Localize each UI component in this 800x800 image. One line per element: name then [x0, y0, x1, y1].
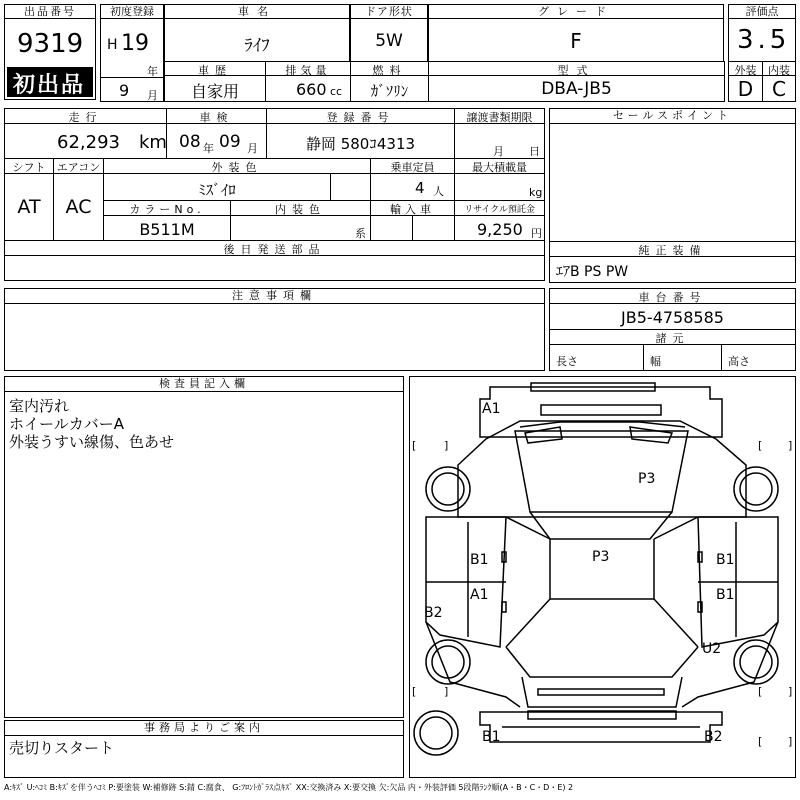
reg-month: 9 — [119, 81, 130, 100]
mark-roof-p3: P3 — [592, 549, 610, 565]
transfer-cell — [454, 123, 545, 159]
capacity: 4 — [415, 179, 425, 197]
genuine-equipment: ｴｱB PS PW — [556, 264, 629, 280]
width-cell — [643, 344, 722, 371]
color-no-label: カラーNo. — [103, 200, 231, 216]
plate-cell — [266, 123, 455, 159]
inspector-box — [4, 376, 404, 718]
displacement: 660 — [296, 80, 327, 99]
exterior-score-cell — [728, 75, 763, 102]
year-unit: 年 — [147, 65, 158, 78]
import-cell-b — [412, 215, 455, 241]
grade-label: グレード — [428, 4, 724, 19]
score: 3.5 — [737, 25, 791, 55]
interior-score-cell — [762, 75, 796, 102]
shift-cell — [4, 173, 54, 241]
max-load-unit: kg — [529, 186, 543, 199]
interior-label: 内装 — [762, 61, 796, 76]
mark-left-a1: A1 — [470, 587, 489, 603]
office-box — [4, 720, 404, 778]
lot-number-label: 出品番号 — [4, 4, 96, 19]
displacement-cell — [265, 75, 351, 102]
mark-left-b1: B1 — [470, 552, 489, 568]
model-label: 型式 — [428, 61, 725, 76]
recycle-unit: 円 — [531, 227, 542, 240]
model-cell — [428, 75, 725, 102]
model: DBA-JB5 — [541, 79, 612, 99]
reg-year: 19 — [121, 31, 149, 56]
transfer-month-unit: 月 — [493, 145, 504, 158]
inspector-label: 検査員記入欄 — [4, 376, 404, 392]
capacity-label: 乗車定員 — [370, 158, 455, 174]
notes-box — [4, 288, 545, 371]
mileage-cell — [4, 123, 167, 159]
svg-text:]: ] — [444, 685, 449, 698]
ac-label: エアコン — [53, 158, 104, 174]
height-cell — [721, 344, 796, 371]
shift: AT — [17, 196, 41, 218]
inspection-month: 09 — [219, 132, 241, 152]
chassis-cell — [549, 303, 796, 330]
recycle: 9,250 — [477, 220, 523, 239]
mark-rear-b2: B2 — [704, 729, 723, 745]
fuel-cell — [350, 75, 429, 102]
plate-label: 登録番号 — [266, 108, 455, 124]
ext-color-extra — [330, 173, 371, 201]
max-load-cell — [454, 173, 545, 201]
mark-left-b2: B2 — [424, 605, 443, 621]
recycle-cell — [454, 215, 545, 241]
inspection-cell — [166, 123, 267, 159]
length-label: 長さ — [556, 355, 578, 368]
door-label: ドア形状 — [350, 4, 428, 19]
width-label: 幅 — [650, 355, 661, 368]
genuine-label: 純正装備 — [549, 241, 796, 257]
transfer-label: 譲渡書類期限 — [454, 108, 545, 124]
inspection-year: 08 — [179, 132, 201, 152]
sales-points-label: セールスポイント — [549, 108, 796, 124]
score-box — [728, 4, 796, 62]
svg-text:]: ] — [444, 439, 449, 452]
later-parts-cell — [4, 255, 545, 281]
mark-hood-p3: P3 — [638, 471, 656, 487]
fuel: ｶﾞｿﾘﾝ — [370, 82, 409, 100]
chassis-label: 車台番号 — [549, 288, 796, 304]
lot-number-box — [4, 4, 96, 100]
door-box — [350, 4, 428, 62]
recycle-label: リサイクル預託金 — [454, 200, 545, 216]
int-color-unit: 系 — [355, 227, 366, 240]
inspector-note-3: 外装うすい線傷、色あせ — [9, 433, 175, 451]
inspector-note-1: 室内汚れ — [9, 397, 70, 415]
history-label: 車歴 — [164, 61, 266, 76]
svg-text:[: [ — [412, 685, 417, 698]
inspector-note-2: ホイールカバーA — [9, 415, 124, 433]
displacement-unit: cc — [330, 85, 343, 98]
interior-score: C — [772, 77, 786, 101]
svg-text:]: ] — [788, 685, 793, 698]
car-name: ﾗｲﾌ — [244, 36, 270, 56]
car-diagram-box — [409, 376, 796, 778]
grade-box — [428, 4, 724, 62]
lot-number: 9319 — [17, 29, 84, 59]
svg-text:[: [ — [758, 685, 763, 698]
svg-text:[: [ — [758, 735, 763, 748]
score-label: 評価点 — [728, 4, 796, 19]
int-color-label: 内装色 — [230, 200, 371, 216]
max-load-label: 最大積載量 — [454, 158, 545, 174]
mark-right-u2: U2 — [702, 641, 722, 657]
mileage-unit: km — [139, 132, 167, 153]
car-name-label: 車名 — [164, 4, 350, 19]
ac-cell — [53, 173, 104, 241]
import-label: 輸入車 — [370, 200, 455, 216]
inspection-year-unit: 年 — [203, 142, 214, 155]
ext-color-label: 外装色 — [103, 158, 371, 174]
import-cell-a — [370, 215, 413, 241]
first-registration-label: 初度登録 — [100, 4, 164, 19]
chassis-number: JB5-4758585 — [621, 308, 724, 327]
history-cell — [164, 75, 266, 102]
exterior-label: 外装 — [728, 61, 763, 76]
divider — [101, 77, 163, 78]
legend: A:ｷｽﾞ U:ﾍｺﾐ B:ｷｽﾞを伴うﾍｺﾐ P:要塗装 W:補修跡 S:錆 C:腐食、 G:ﾌﾛﾝﾄｶﾞﾗｽ点ｷｽﾞ XX:交換済み X:要交換 欠:欠品 内・外装評価 5段階ﾗﾝｸ順(A・B・C・D・E) 2 — [4, 783, 574, 792]
fuel-label: 燃料 — [350, 61, 429, 76]
mark-right-b1-bottom: B1 — [716, 587, 735, 603]
mark-front-a1: A1 — [482, 401, 501, 417]
mileage-label: 走行 — [4, 108, 167, 124]
inspection-label: 車検 — [166, 108, 267, 124]
inspection-month-unit: 月 — [247, 142, 258, 155]
svg-text:]: ] — [788, 439, 793, 452]
month-unit: 月 — [147, 89, 158, 102]
car-name-box — [164, 4, 350, 62]
ext-color-cell — [103, 173, 331, 201]
notes-label: 注意事項欄 — [4, 288, 545, 304]
genuine-cell — [549, 256, 796, 283]
color-no: B511M — [139, 220, 195, 239]
history: 自家用 — [190, 82, 239, 101]
grade: F — [570, 29, 582, 53]
plate: 静岡 580ｺ4313 — [305, 135, 416, 153]
mark-right-b1-top: B1 — [716, 552, 735, 568]
capacity-unit: 人 — [433, 185, 444, 198]
car-diagram — [410, 377, 795, 777]
displacement-label: 排気量 — [265, 61, 351, 76]
sales-points-box — [549, 108, 796, 242]
svg-text:]: ] — [788, 735, 793, 748]
ac: AC — [65, 196, 92, 218]
first-listing-text: 初出品 — [13, 73, 86, 98]
ext-color: ﾐｽﾞｲﾛ — [198, 181, 236, 199]
door-type: 5W — [375, 31, 403, 51]
shift-label: シフト — [4, 158, 54, 174]
dims-label: 諸元 — [549, 329, 796, 345]
later-parts-label: 後日発送部品 — [4, 240, 545, 256]
length-cell — [549, 344, 644, 371]
office-text: 売切りスタート — [9, 739, 115, 757]
first-registration-box — [100, 4, 164, 102]
color-no-cell — [103, 215, 231, 241]
era: H — [107, 37, 118, 53]
office-label: 事務局よりご案内 — [4, 720, 404, 736]
mileage: 62,293 — [57, 132, 120, 153]
height-label: 高さ — [728, 355, 750, 368]
svg-text:[: [ — [412, 439, 417, 452]
int-color-cell — [230, 215, 371, 241]
svg-text:[: [ — [758, 439, 763, 452]
transfer-day-unit: 日 — [529, 145, 540, 158]
mark-rear-b1: B1 — [482, 729, 501, 745]
capacity-cell — [370, 173, 455, 201]
exterior-score: D — [737, 77, 754, 101]
